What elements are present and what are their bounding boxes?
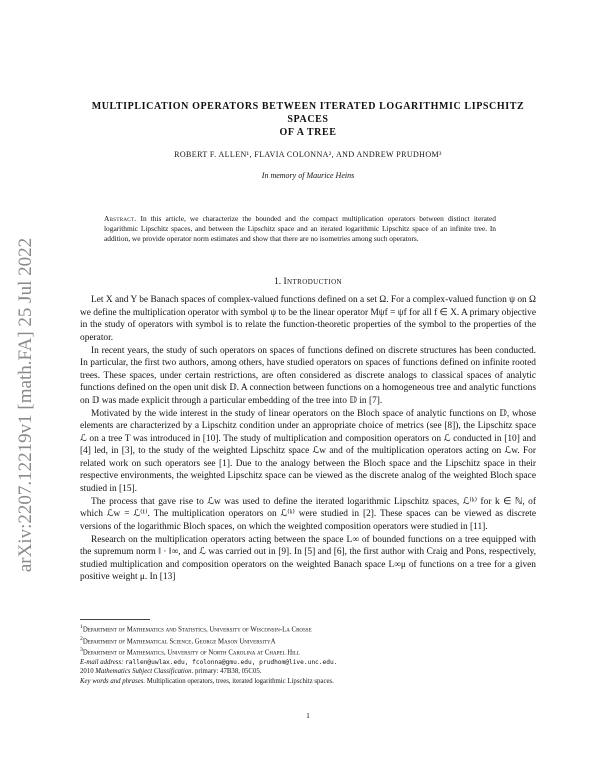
footnote-affiliation-3: $^3$Department of Mathematics, University of North Carolina at Chapel Hill [80, 647, 300, 657]
paragraph: In recent years, the study of such operators on spaces of functions defined on discrete structures has been conducted. In particular, the first two authors, among others, have studied operators on spaces of functions defined on infinite rooted trees. These spaces, under certain restrictions, are often considered as discrete analogs to classical spaces of analytic functions defined on the open unit disk 𝔻. A connection between functions on a homogeneous tree and analytic functions on 𝔻 was made explicit through a particular embedding of the tree into 𝔻 in [7]. [80, 345, 536, 406]
author-list: ROBERT F. ALLEN¹, FLAVIA COLONNA², AND ANDREW PRUDHOM³ [174, 150, 442, 159]
footnote-keywords: Key words and phrases. Multiplication operators, trees, iterated logarithmic Lipschitz spaces. [80, 677, 334, 685]
footnote-msc: 2010 Mathematics Subject Classification. primary: 47B38, 05C05. [80, 668, 262, 676]
page-number: 1 [306, 711, 310, 720]
body-text [80, 294, 536, 584]
section-title: Introduction [283, 277, 342, 287]
footnote-affiliation-1: $^1$Department of Mathematics and Statistics, University of Wisconsin-La Crosse [80, 624, 312, 634]
title-line-1: MULTIPLICATION OPERATORS BETWEEN ITERATED LOGARITHMIC LIPSCHITZ SPACES [91, 101, 525, 125]
paragraph: Motivated by the wide interest in the study of linear operators on the Bloch space of analytic functions on 𝔻, whose elements are characterized by a Lipschitz condition under an appropriate choice of metrics (see [8]), the Lipschitz space ℒ on a tree T was introduced in [10]. The study of multiplication and composition operators on ℒ conducted in [10] and [4] led, in [3], to the study of the weighted Lipschitz space ℒw and of the multiplication operators acting on ℒw. For related work on such operators see [1]. Due to the analogy between the Bloch space and the Lipschitz space in their respective environments, the weighted Lipschitz space can be viewed as the discrete analog of the weighted Bloch space studied in [15]. [80, 408, 536, 494]
footnote-affiliation-2: $^2$Department of Mathematical Science, George Mason UniversityA [80, 635, 276, 645]
footnote-email [80, 658, 536, 667]
paragraph: Let X and Y be Banach spaces of complex-valued functions defined on a set Ω. For a complex-valued function ψ on Ω we define the multiplication operator with symbol ψ to be the linear operator Mψf = ψf for all f ∈ X. A primary objective in the study of operators with symbol is to relate the function-theoretic properties of the symbol to the properties of the operator. [80, 295, 537, 343]
arxiv-stamp [6, 0, 46, 776]
arxiv-stamp-text: arXiv:2207.12219v1 [math.FA] 25 Jul 2022 [15, 237, 36, 573]
email-addresses: rallen@uwlax.edu, fcolonna@gmu.edu, prudhom@live.unc.edu. [125, 659, 338, 667]
footnotes [80, 623, 536, 686]
abstract-text: In this article, we characterize the bounded and the compact multiplication operators between distinct iterated logarithmic Lipschitz spaces, and between the Lipschitz space and an iterated logarithmic Lipschitz space of an infinite tree. In addition, we provide operator norm estimates and show that there are no isometries among such operators. [104, 214, 496, 244]
section-heading [80, 277, 536, 287]
paragraph: The process that gave rise to ℒw was used to define the iterated logarithmic Lipschitz spaces, ℒ⁽ᵏ⁾ for k ∈ ℕ, of which ℒw = ℒ⁽¹⁾. The multiplication operators on ℒ⁽ᵏ⁾ were studied in [2]. These spaces can be viewed as discrete versions of the logarithmic Bloch spaces, on which the weighted composition operators were studied in [11]. [80, 496, 536, 532]
title-line-2: OF A TREE [279, 127, 337, 138]
paragraph: Research on the multiplication operators acting between the space L∞ of bounded functions on a tree equipped with the supremum norm ‖ · ‖∞, and ℒ was carried out in [9]. In [5] and [6], the first author with Craig and Pons, respectively, studied multiplication and composition operators on the weighted Banach space L∞μ of functions on a tree for a given positive weight μ. In [13] [80, 534, 536, 583]
dedication: In memory of Maurice Heins [261, 171, 355, 180]
footnote-divider [80, 619, 150, 620]
email-label: E-mail address: [80, 659, 124, 667]
paper-title [80, 100, 536, 139]
abstract-label: Abstract. [104, 214, 137, 223]
abstract [104, 214, 496, 245]
section-number: 1. [273, 277, 282, 287]
